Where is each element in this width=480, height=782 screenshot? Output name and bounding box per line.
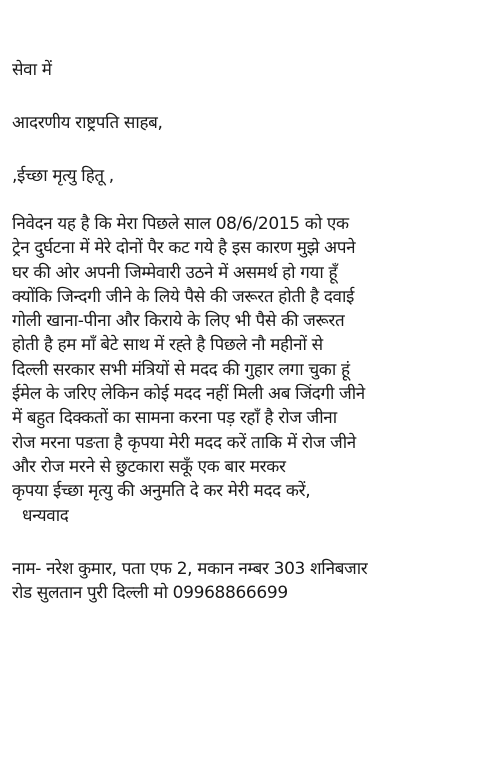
signature-line: रोड सुलतान पुरी दिल्ली मो 09968866699	[12, 582, 288, 603]
closing: धन्यवाद	[22, 505, 69, 526]
signature-block	[12, 557, 474, 605]
body-line: होती है हम माँ बेटे साथ में रह्ते है पिछले नौ महीनों से	[12, 335, 323, 356]
addressee: आदरणीय राष्ट्रपति साहब,	[12, 113, 163, 133]
body-line: क्योंकि जिन्दगी जीने के लिये पैसे की जरूरत होती है दवाई	[12, 286, 355, 307]
body-line: और रोज मरने से छुटकारा सकूँ एक बार मरकर	[12, 456, 286, 477]
subject-line: ,ईच्छा मृत्यु हितू ,	[12, 166, 114, 186]
signature-line: नाम- नरेश कुमार, पता एफ 2, मकान नम्बर 303 शनिबजार	[12, 558, 368, 579]
body-line: घर की ओर अपनी जिम्मेवारी उठने में असमर्थ हो गया हूँ	[12, 262, 338, 283]
body-line: ट्रेन दुर्घटना में मेरे दोनों पैर कट गये है इस कारण मुझे अपने	[12, 238, 356, 259]
body-line: निवेदन यह है कि मेरा पिछले साल 08/6/2015 को एक	[12, 214, 349, 234]
body-line: में बहुत दिक्कतों का सामना करना पड़ रहाँ है रोज जीना	[12, 408, 337, 429]
letter-document	[12, 58, 474, 605]
body-line: दिल्ली सरकार सभी मंत्रियों से मदद की गुहार लगा चुका हूं	[12, 359, 350, 380]
body-line: कृपया ईच्छा मृत्यु की अनुमति दे कर मेरी मदद करें,	[12, 481, 311, 502]
letter-body	[12, 212, 474, 528]
body-line: गोली खाना-पीना और किराये के लिए भी पैसे की जरूरत	[12, 311, 345, 332]
salutation: सेवा में	[12, 60, 52, 80]
body-line: ईमेल के जरिए लेकिन कोई मदद नहीं मिली अब जिंदगी जीने	[12, 384, 365, 405]
body-line: रोज मरना पङता है कृपया मेरी मदद करें ताकि में रोज जीने	[12, 432, 356, 453]
